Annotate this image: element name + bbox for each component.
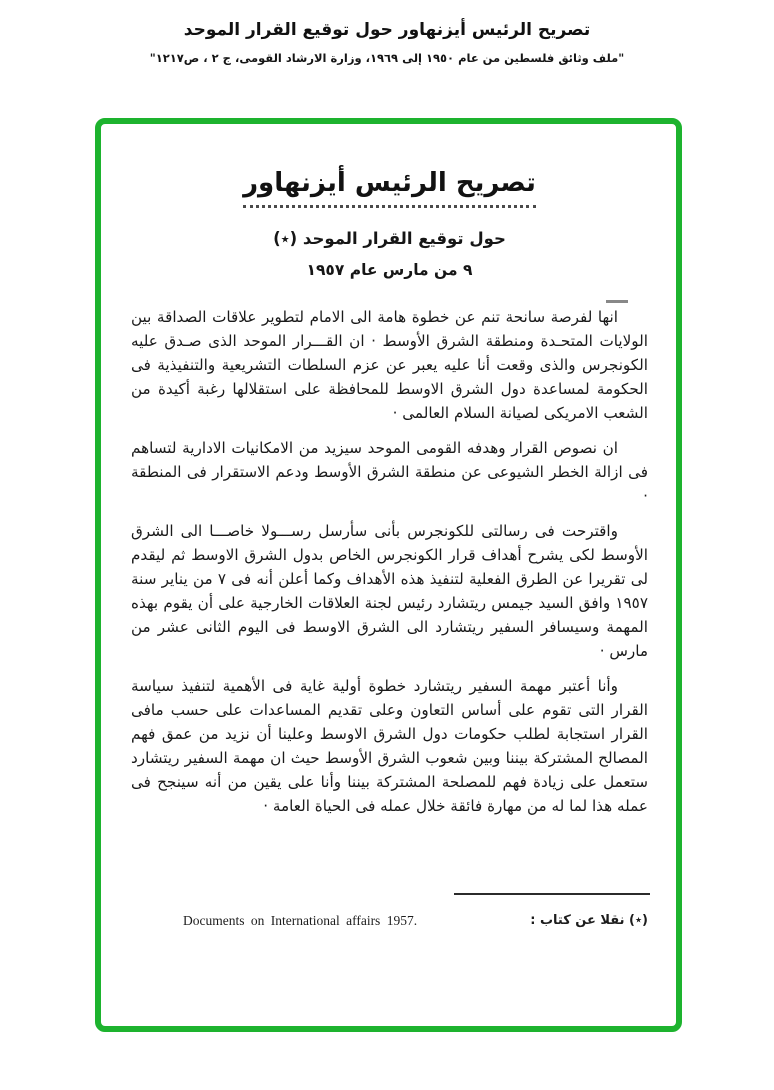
- document-date: ٩ من مارس عام ١٩٥٧: [306, 261, 473, 279]
- scan-artifact-dash: [606, 300, 628, 303]
- document-title-wrap: [131, 168, 648, 208]
- footnote-reference-english: Documents on International affairs 1957.: [183, 913, 418, 928]
- paragraph-2: ان نصوص القرار وهدفه القومى الموحد سيزيد من الامكانيات الادارية لتساهم فى ازالة الخطر الشيوعى عن منطقة الشرق الأوسط ودعم الاستقرار فى المنطقة ·: [131, 439, 648, 505]
- footnote-row: [131, 913, 648, 929]
- paragraph-3: واقترحت فى رسالتى للكونجرس بأنى سأرسل رســـولا خاصـــا الى الشرق الأوسط لكى يشرح أهداف قرار الكونجرس الخاص بدول الشرق الاوسط ثم ليقدم لى تقريرا عن الطرق الفعلية لتنفيذ هذه الأهداف وكما أعلن أنه فى ٧ من يناير سنة ١٩٥٧ وافق السيد جيمس ريتشارد رئيس لجنة العلاقات الخارجية على أن يقوم بهذه المهمة وسيسافر السفير ريتشارد الى الشرق الاوسط فى اليوم الثانى عشر من مارس ·: [131, 522, 648, 660]
- page-header: [0, 0, 774, 65]
- green-border-frame: [95, 118, 682, 1032]
- footnote-marker-arabic: (٭) نقلا عن كتاب :: [530, 913, 648, 928]
- footnote-separator-rule: [454, 893, 650, 895]
- paragraph-1: انها لفرصة سانحة تنم عن خطوة هامة الى الامام لتطوير علاقات الصداقة بين الولايات المتحـدة ومنطقة الشرق الأوسط · ان القـــرار الموحد الذى صـدق عليه الكونجرس والذى وقعت أنا عليه يعبر عن عزم السلطات التشريعية والتنفيذية فى الحكومة لمساعدة دول الشرق الاوسط للمحافظة على استقلالها رغبة أكيدة من الشعب الامريكى لصيانة السلام العالمى ·: [131, 308, 648, 422]
- paragraph-4: وأنا أعتبر مهمة السفير ريتشارد خطوة أولية غاية فى الأهمية لتنفيذ سياسة القرار التى تقوم على أساس التعاون وعلى تقديم المساعدات على حسب مافى القرار استجابة لطلب حكومات دول الشرق الاوسط وعلينا أن نزيد من عمق فهم المصالح المشتركة بيننا وبين شعوب الشرق الأوسط حيث ان مهمة السفير ريتشارد ستعمل على زيادة فهم للمصلحة المشتركة بيننا وأنا على يقين من أنه سينجح فى عمله هذا لما له من مهارة فائقة خلال عمله فى الحياة العامة ·: [131, 677, 648, 815]
- document-title: تصريح الرئيس أيزنهاور: [243, 168, 536, 208]
- header-source-citation: "ملف وثائق فلسطين من عام ١٩٥٠ إلى ١٩٦٩، وزارة الارشاد القومى، ج ٢ ، ص١٢١٧": [149, 51, 625, 65]
- document-body: [131, 305, 648, 818]
- document-content: [101, 124, 676, 1026]
- header-title: تصريح الرئيس أيزنهاور حول توقيع القرار الموحد: [183, 20, 591, 40]
- document-subtitle: حول توقيع القرار الموحد (٭): [273, 229, 506, 248]
